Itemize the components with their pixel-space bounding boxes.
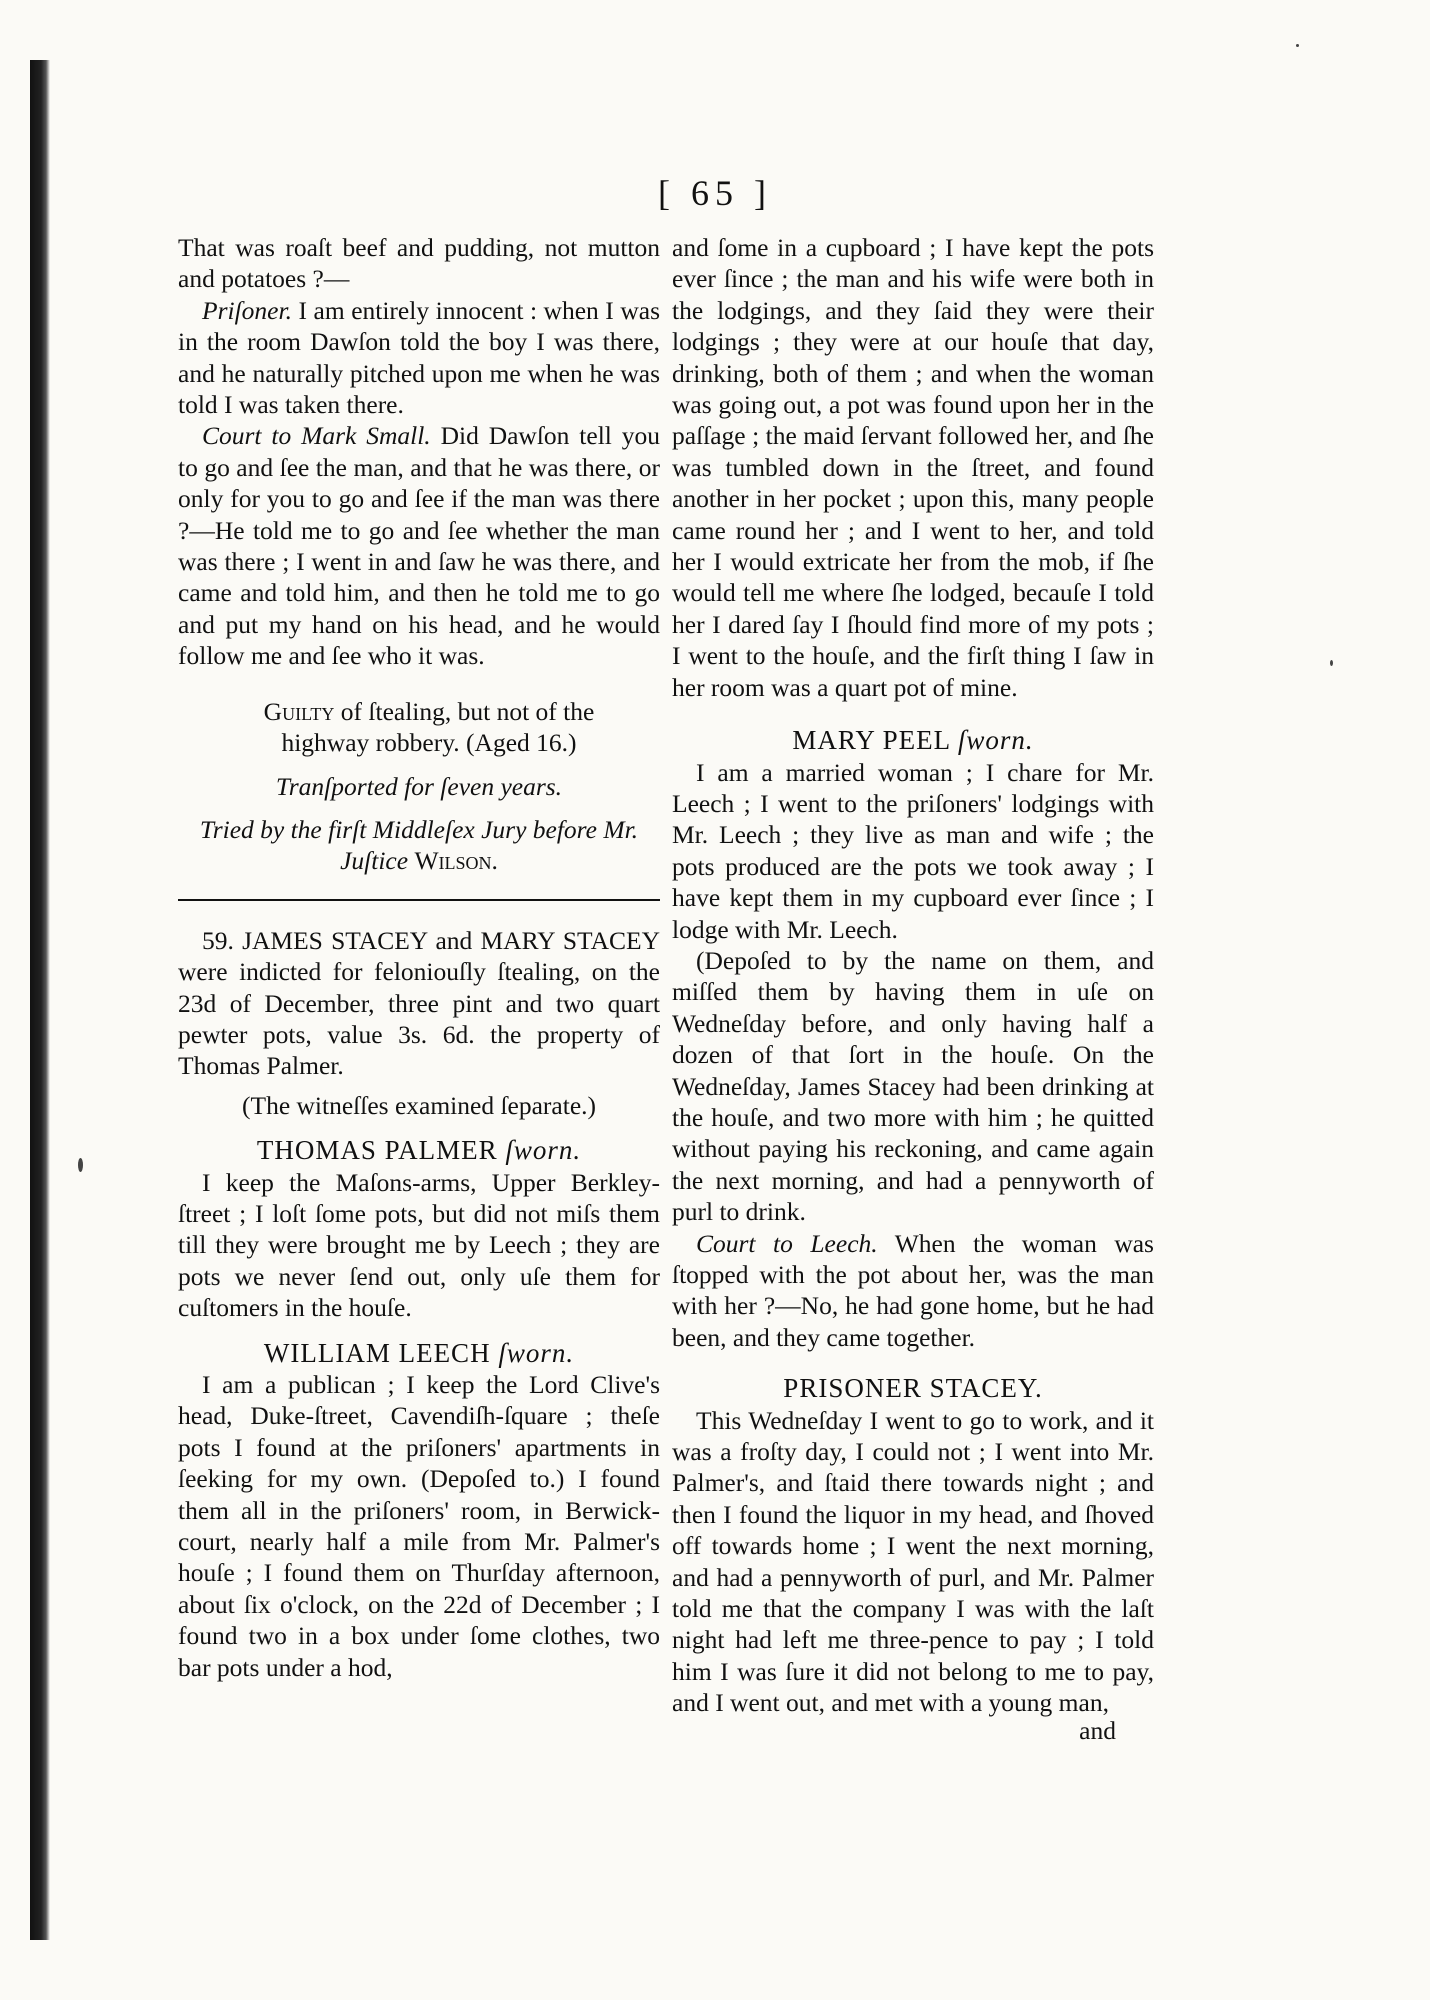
left-column xyxy=(178,232,660,1683)
paragraph-text: I am entirely innocent : when I was in the room Dawſon told the boy I was there, and he naturally pitched upon me when he was told I was taken there. xyxy=(178,295,660,420)
testimony: I am a married woman ; I chare for Mr. Leech ; I went to the priſoners' lodgings with Mr. Leech ; they live as man and wife ; the pots produced are the pots we took away ; I have kept them in my cupboard ever ſince ; I lodge with Mr. Leech. xyxy=(672,757,1154,944)
speaker-label: Court to Leech. xyxy=(696,1228,878,1258)
testimony: I keep the Maſons-arms, Upper Berkley-ſtreet ; I loſt ſome pots, but did not miſs them till they were brought me by Leech ; they are pots we never ſend out, only uſe them for cuſtomers in the houſe. xyxy=(178,1167,660,1323)
witness-heading xyxy=(178,1135,660,1166)
judge-name: Wilson. xyxy=(414,846,498,876)
witness-heading xyxy=(178,1338,660,1369)
sentence: Tranſported for ſeven years. xyxy=(275,771,563,801)
prisoner-statement: This Wedneſday I went to go to work, and it was a froſty day, I could not ; I went into Mr. Palmer's, and ſtaid there towards night ; and then I found the liquor in my head, and ſhoved off towards home ; I went the next morning, and had a pennyworth of purl, and Mr. Palmer told me that the company I was with the laſt night had left me three-pence to pay ; I told him I was ſure it did not belong to me to pay, and I went out, and met with a young man, xyxy=(672,1405,1154,1718)
testimony-continued: and ſome in a cupboard ; I have kept the pots ever ſince ; the man and his wife were both in the lodgings, and they ſaid they were their lodgings ; they were at our houſe that day, drinking, both of them ; and when the woman was going out, a pot was found upon her in the paſſage ; the maid ſervant followed her, and ſhe was tumbled down in the ſtreet, and found another in her pocket ; upon this, many people came round her ; and I went to her, and told her I would extricate her from the mob, if ſhe would tell me where ſhe lodged, becauſe I told her I dared ſay I ſhould find more of my pots ; I went to the houſe, and the firſt thing I ſaw in her room was a quart pot of mine. xyxy=(672,233,1154,702)
witness-heading xyxy=(672,725,1154,756)
sworn-label: ſworn. xyxy=(505,1135,582,1166)
ink-speck xyxy=(78,1158,83,1172)
verdict-word: Guilty xyxy=(263,696,335,726)
paragraph xyxy=(672,1228,1154,1354)
speaker-label: Priſoner. xyxy=(202,295,292,325)
paragraph: That was roaſt beef and pudding, not mutton and potatoes ?— xyxy=(178,233,660,294)
speaker-label: Court to Mark Small. xyxy=(202,421,431,451)
prisoner-heading: PRISONER STACEY. xyxy=(783,1373,1043,1404)
testimony: I am a publican ; I keep the Lord Clive's head, Duke-ſtreet, Cavendiſh-ſquare ; theſe pots I found at the priſoners' apartments in ſeeking for my own. (Depoſed to.) I found them all in the priſoners' room, in Berwick-court, nearly half a mile from Mr. Palmer's houſe ; I found them on Thurſday afternoon, about ſix o'clock, on the 22d of December ; I found two in a box under ſome clothes, two bar pots under a hod, xyxy=(178,1370,660,1682)
paragraph xyxy=(178,295,660,421)
witness-name: MARY PEEL xyxy=(792,725,951,756)
witness-note: (The witneſſes examined ſeparate.) xyxy=(242,1090,596,1120)
ink-speck xyxy=(1296,44,1299,47)
verdict-text: of ſtealing, but not of the highway robbery. (Aged 16.) xyxy=(281,696,595,758)
witness-name: WILLIAM LEECH xyxy=(263,1337,491,1368)
ink-speck xyxy=(1330,660,1333,666)
section-divider xyxy=(178,899,660,901)
catchword: and xyxy=(1079,1715,1116,1745)
witness-name: THOMAS PALMER xyxy=(256,1135,498,1166)
paragraph-text: Did Dawſon tell you to go and ſee the man, and that he was there, or only for you to go and ſee if the man was there ?—He told me to go and ſee whether the man was there ; I went in and ſaw he was there, and came and told him, and then he told me to go and put my hand on his head, and he would follow me and ſee who it was. xyxy=(178,421,661,671)
paragraph xyxy=(178,420,660,671)
sworn-label: ſworn. xyxy=(498,1337,575,1368)
page-binding-edge xyxy=(30,60,50,1940)
sworn-label: ſworn. xyxy=(957,725,1034,756)
verdict xyxy=(178,696,660,759)
case-introduction: 59. JAMES STACEY and MARY STACEY were indicted for feloniouſly ſtealing, on the 23d of December, three pint and two quart pewter pots, value 3s. 6d. the property of Thomas Palmer. xyxy=(178,925,660,1081)
right-column xyxy=(672,232,1154,1743)
deposition-note: (Depoſed to by the name on them, and miſſed them by having them in uſe on Wedneſday before, and only having half a dozen of that ſort in the houſe. On the Wedneſday, James Stacey had been drinking at the houſe, and two more with him ; he quitted without paying his reckoning, and came again the next morning, and had a pennyworth of purl to drink. xyxy=(672,945,1154,1227)
tried-note xyxy=(178,814,660,877)
paragraph-text: When the woman was ſtopped with the pot about her, was the man with her ?—No, he had gone home, but he had been, and they came together. xyxy=(672,1228,1154,1352)
page-number: [ 65 ] xyxy=(658,173,772,213)
tried-text: Tried by the firſt Middleſex Jury before Mr. Juſtice xyxy=(199,814,639,876)
